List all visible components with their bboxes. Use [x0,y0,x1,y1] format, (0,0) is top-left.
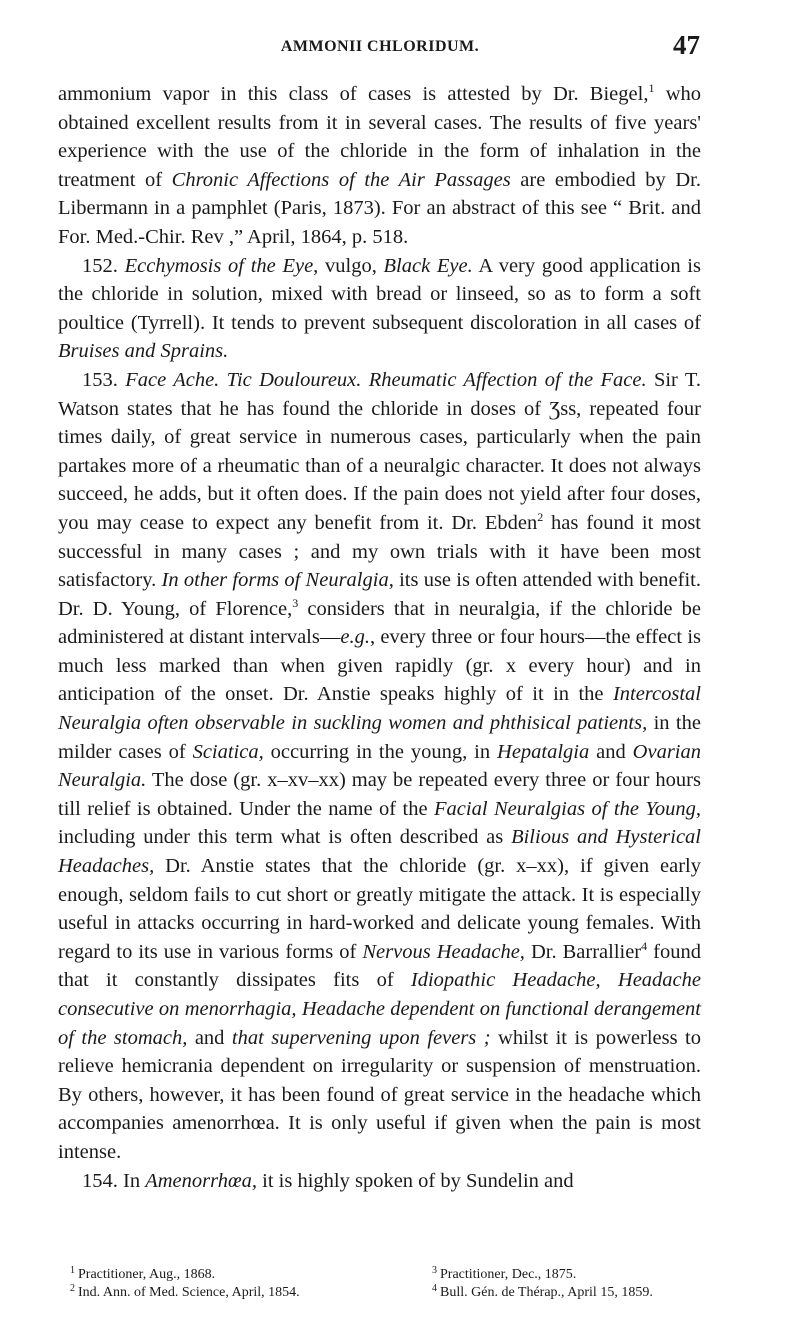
italic-run: Face Ache. Tic Douloureux. Rheumatic Affection of the Face. [125,368,647,391]
italic-run: Chronic Affections of the Air Passages [171,168,511,191]
italic-run: In other forms of Neuralgia, [161,569,394,592]
italic-run: Ovarian Neuralgia. [58,740,701,792]
paragraph-152 [58,252,701,366]
text-run: found that it constantly dissipates fits of [58,940,701,992]
paragraph-continuation [58,80,701,252]
text-run: are embodied by Dr. Libermann in a pamphlet (Paris, 1873). For an abstract of this see “ Brit. and For. Med.-Chir. Rev ,” April, 1864, p. 518. [58,168,701,248]
footnote-text: Practitioner, Dec., 1875. [440,1267,577,1282]
footnote-text: Ind. Ann. of Med. Science, April, 1854. [78,1285,300,1300]
italic-run: Intercostal Neuralgia often observable in suckling women and phthisical patients, [58,683,701,735]
section-number: 154. [82,1169,118,1192]
text-run: ammonium vapor in this class of cases is attested by Dr. Biegel, [58,83,649,105]
footnote-3 [390,1266,710,1284]
italic-run: Black Eye. [383,254,473,277]
text-run: it is highly spoken of by Sundelin and [257,1169,574,1192]
footnote-mark: 4 [432,1283,437,1294]
text-run: A very good application is the chloride in solution, mixed with bread or linseed, so as to form a soft poultice (Tyrrell). It tends to prevent subsequent discoloration in all cases of [58,254,701,334]
footnote-mark: 2 [70,1283,75,1294]
text-run: Dr. Anstie states that the chloride (gr. x–xx), if given early enough, seldom fails to cut short or greatly mitigate the attack. It is especially useful in attacks occurring in hard-worked and delicate young females. With regard to its use in various forms of [58,855,701,963]
text-run: its use is often attended with benefit. Dr. D. Young, of Florence, [58,569,701,620]
section-number: 153. [82,368,118,391]
footnote-ref-2: 2 [537,509,544,524]
italic-run: that supervening upon fevers ; [231,1026,491,1049]
text-run: In [117,1169,146,1192]
footnote-mark: 3 [432,1265,437,1276]
text-run: occurring in the young, in [263,740,498,763]
text-run: considers that in neuralgia, if the chloride be administered at distant intervals— [58,597,701,649]
text-run: who obtained excellent results from it in several cases. The results of five years' experience with the use of the chloride in the form of inhalation in the treatment of [58,83,701,191]
footnote-ref-3: 3 [292,595,299,610]
footnote-text: Practitioner, Aug., 1868. [78,1267,216,1282]
text-run: and [187,1026,232,1049]
italic-run: Facial Neuralgias of the Young, [434,797,701,820]
paragraph-154 [58,1167,701,1196]
paragraph-153 [58,366,701,1167]
text-run: Dr. Barrallier [524,940,642,963]
text-run: whilst it is powerless to relieve hemicrania dependent on irregularity or suspension of menstruation. By others, however, it has been found of great service in the headache which accompanies amenorrhœa. It is only useful if given when the pain is most intense. [58,1026,701,1163]
footnote-ref-1: 1 [648,81,655,95]
italic-run: Amenorrhœa, [145,1169,258,1192]
footnote-1 [70,1266,390,1284]
footnote-2 [70,1284,390,1302]
footnote-mark: 1 [70,1265,75,1276]
italic-run: Bruises and Sprains. [58,340,229,363]
body-text [58,80,701,1195]
running-title: AMMONII CHLORIDUM. [280,38,480,55]
italic-run: Hepatalgia [497,740,590,763]
footnote-ref-4: 4 [641,938,648,953]
footnote-row [70,1284,710,1302]
text-run: in the milder cases of [58,712,701,763]
text-run: including under this term what is often described as [58,826,512,849]
footnote-text: Bull. Gén. de Thérap., April 15, 1859. [440,1285,653,1300]
page-number: 47 [673,30,700,60]
italic-run: Nervous Headache, [362,940,525,963]
footnotes [70,1266,710,1302]
italic-run: e.g. [340,626,370,649]
italic-run: Bilious and Hysterical Headaches, [58,826,701,878]
text-run: The dose (gr. x–xv–xx) may be repeated every three or four hours till relief is obtained. Under the name of the [58,769,701,820]
italic-run: Sciatica, [192,740,264,763]
text-run: vulgo, [318,254,384,277]
text-run: , every three or four hours—the effect is much less marked than when given rapidly (gr. x every hour) and in anticipation of the onset. Dr. Anstie speaks highly of it in the [58,626,701,706]
footnote-4 [390,1284,710,1302]
italic-run: Idiopathic Headache, Headache consecutive on menorrhagia, Headache dependent on functional derangement of the stomach, [58,969,701,1049]
italic-run: Ecchymosis of the Eye, [124,254,319,277]
footnote-row [70,1266,710,1284]
text-run: Sir T. Watson states that he has found the chloride in doses of Ʒss, repeated four times daily, of great service in numerous cases, particularly when the pain partakes more of a rheumatic than of a neuralgic character. It does not always succeed, he adds, but it often does. If the pain does not yield after four doses, you may cease to expect any benefit from it. Dr. Ebden [58,368,701,534]
text-run: has found it most successful in many cases ; and my own trials with it have been most satisfactory. [58,511,702,592]
section-number: 152. [82,254,118,277]
running-head [60,30,700,70]
text-run: and [589,740,633,763]
